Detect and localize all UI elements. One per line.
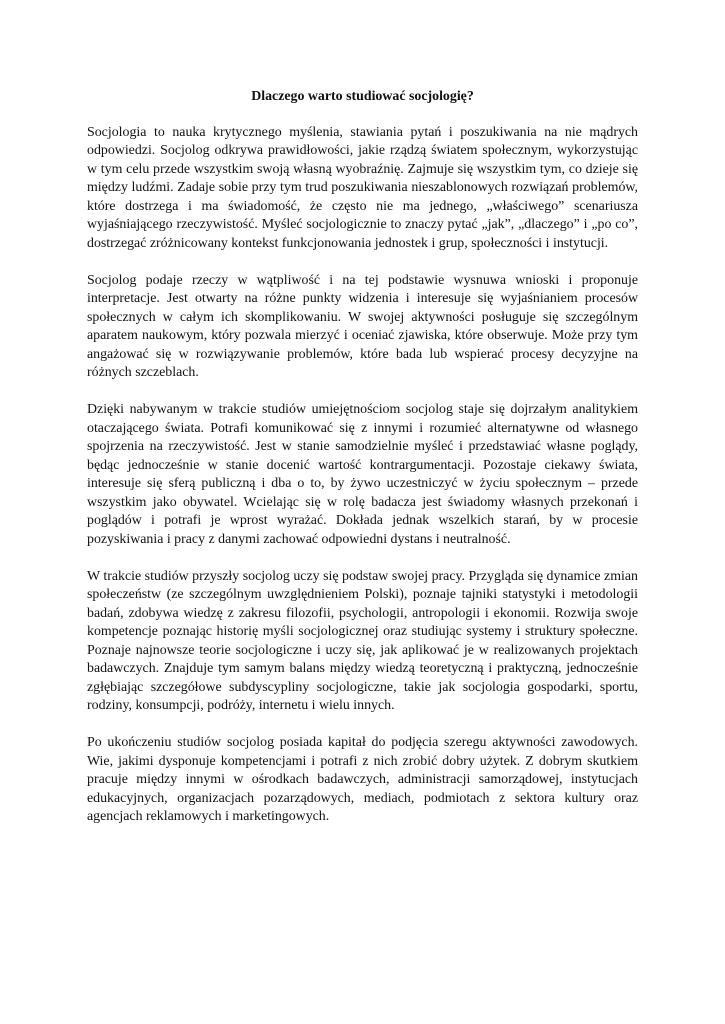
paragraph-5: Po ukończeniu studiów socjolog posiada kapitał do podjęcia szeregu aktywności zawodowych. Wie, jakimi dysponuje kompetencjami i potrafi z nich zrobić dobry użytek. Z dobrym skutkiem pracuje między innymi w ośrodkach badawczych, administracji samorządowej, instytucjach edukacyjnych, organizacjach pozarządowych, mediach, podmiotach z sektora kultury oraz agencjach reklamowych i marketingowych. [87, 735, 638, 824]
paragraph-1: Socjologia to nauka krytycznego myślenia, stawiania pytań i poszukiwania na nie mądrych odpowiedzi. Socjolog odkrywa prawidłowości, jakie rządzą światem społecznym, wykorzystując w tym celu przede wszystkim swoją własną wyobraźnię. Zajmuje się wszystkim tym, co dzieje się między ludźmi. Zadaje sobie przy tym trud poszukiwania nieszablonowych rozwiązań problemów, które dostrzega i ma świadomość, że często nie ma jednego, „właściwego” scenariusza wyjaśniającego rzeczywistość. Myśleć socjologicznie to znaczy pytać „jak”, „dlaczego” i „po co”, dostrzegać zróżnicowany kontekst funkcjonowania jednostek i grup, społeczności i instytucji. [87, 124, 638, 251]
paragraph-4: W trakcie studiów przyszły socjolog uczy się podstaw swojej pracy. Przygląda się dynamice zmian społeczeństw (ze szczególnym uwzględnieniem Polski), poznaje tajniki statystyki i metodologii badań, zdobywa wiedzę z zakresu filozofii, psychologii, antropologii i ekonomii. Rozwija swoje kompetencje poznając historię myśli socjologicznej oraz studiując systemy i struktury społeczne. Poznaje najnowsze teorie socjologiczne i uczy się, jak aplikować je w realizowanych projektach badawczych. Znajduje tym samym balans między wiedzą teoretyczną i praktyczną, jednocześnie zgłębiając szczegółowe subdyscypliny socjologiczne, takie jak socjologia gospodarki, sportu, rodziny, konsumpcji, podróży, internetu i wielu innych. [87, 568, 638, 713]
paragraph-2: Socjolog podaje rzeczy w wątpliwość i na tej podstawie wysnuwa wnioski i proponuje interpretacje. Jest otwarty na różne punkty widzenia i interesuje się wyjaśnianiem procesów społecznych w całym ich skomplikowaniu. W swojej aktywności posługuje się szczególnym aparatem naukowym, który pozwala mierzyć i oceniać zjawiska, które obserwuje. Może przy tym angażować się w rozwiązywanie problemów, które bada lub wspierać procesy decyzyjne na różnych szczeblach. [87, 272, 638, 380]
paragraph-3: Dzięki nabywanym w trakcie studiów umiejętnościom socjolog staje się dojrzałym analitykiem otaczającego świata. Potrafi komunikować się z innymi i rozumieć alternatywne od własnego spojrzenia na rzeczywistość. Jest w stanie samodzielnie myśleć i przedstawiać własne poglądy, będąc jednocześnie w stanie docenić wartość kontrargumentacji. Pozostaje ciekawy świata, interesuje się sferą publiczną i dba o to, by żywo uczestniczyć w życiu społecznym – przede wszystkim jako obywatel. Wcielając się w rolę badacza jest świadomy własnych przekonań i poglądów i potrafi je wprost wyrażać. Dokłada jednak wszelkich starań, by w procesie pozyskiwania i pracy z danymi zachować odpowiedni dystans i neutralność. [87, 402, 638, 547]
document-title: Dlaczego warto studiować socjologię? [251, 89, 474, 104]
document-body [87, 88, 638, 845]
